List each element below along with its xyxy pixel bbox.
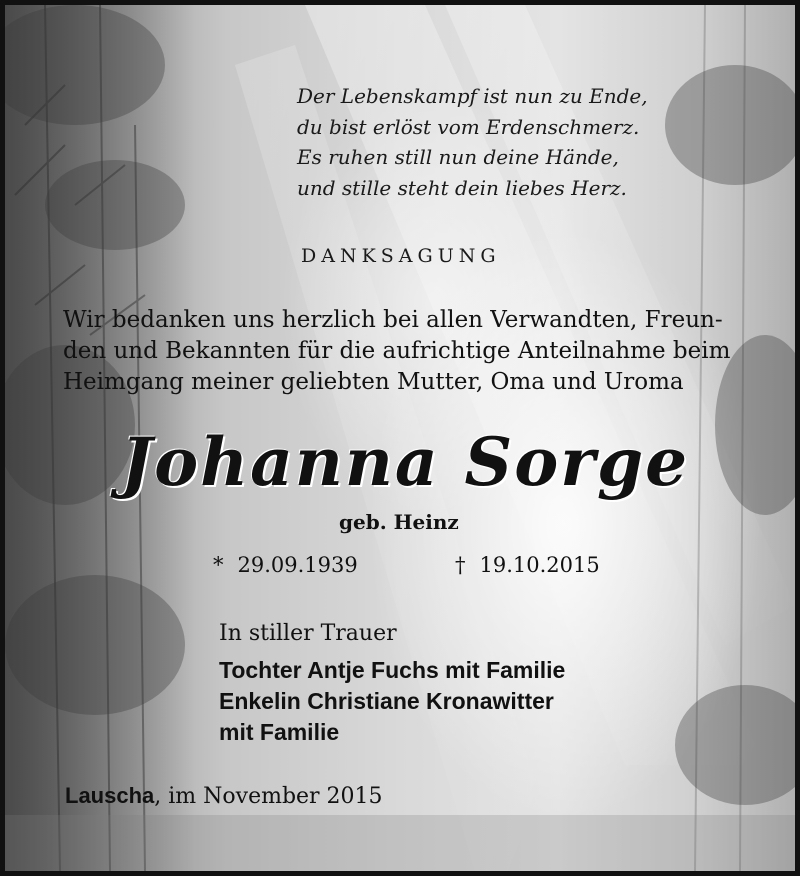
danksagung-heading: DANKSAGUNG	[301, 245, 501, 267]
deceased-name: Johanna Sorge	[120, 423, 690, 501]
death-cross-icon: †	[455, 553, 466, 577]
place-name: Lauscha	[65, 783, 155, 808]
mourner-line: Enkelin Christiane Kronawitter	[219, 688, 554, 714]
verse-line: und stille steht dein liebes Herz.	[297, 175, 627, 200]
birth-date-value: 29.09.1939	[237, 553, 358, 577]
memorial-verse	[297, 81, 648, 203]
thanks-paragraph	[63, 305, 730, 398]
thanks-line: Heimgang meiner geliebten Mutter, Oma und Uroma	[63, 369, 684, 395]
death-date-value: 19.10.2015	[479, 553, 600, 577]
mourners-list	[219, 655, 565, 748]
thanks-line: Wir bedanken uns herzlich bei allen Verwandten, Freun-	[63, 307, 723, 333]
place-date-line	[65, 783, 383, 809]
death-date	[455, 553, 600, 577]
verse-line: du bist erlöst vom Erdenschmerz.	[297, 114, 640, 139]
date-text: , im November 2015	[154, 784, 383, 809]
birth-star-icon: *	[213, 553, 224, 577]
thanks-line: den und Bekannten für die aufrichtige Anteilnahme beim	[63, 338, 731, 364]
verse-line: Der Lebenskampf ist nun zu Ende,	[297, 84, 648, 108]
birth-date	[213, 553, 358, 577]
verse-line: Es ruhen still nun deine Hände,	[297, 145, 619, 169]
mourning-line: In stiller Trauer	[219, 621, 397, 646]
mourner-line: Tochter Antje Fuchs mit Familie	[219, 657, 566, 683]
mourner-line: mit Familie	[219, 719, 340, 745]
birth-name: geb. Heinz	[339, 510, 459, 534]
